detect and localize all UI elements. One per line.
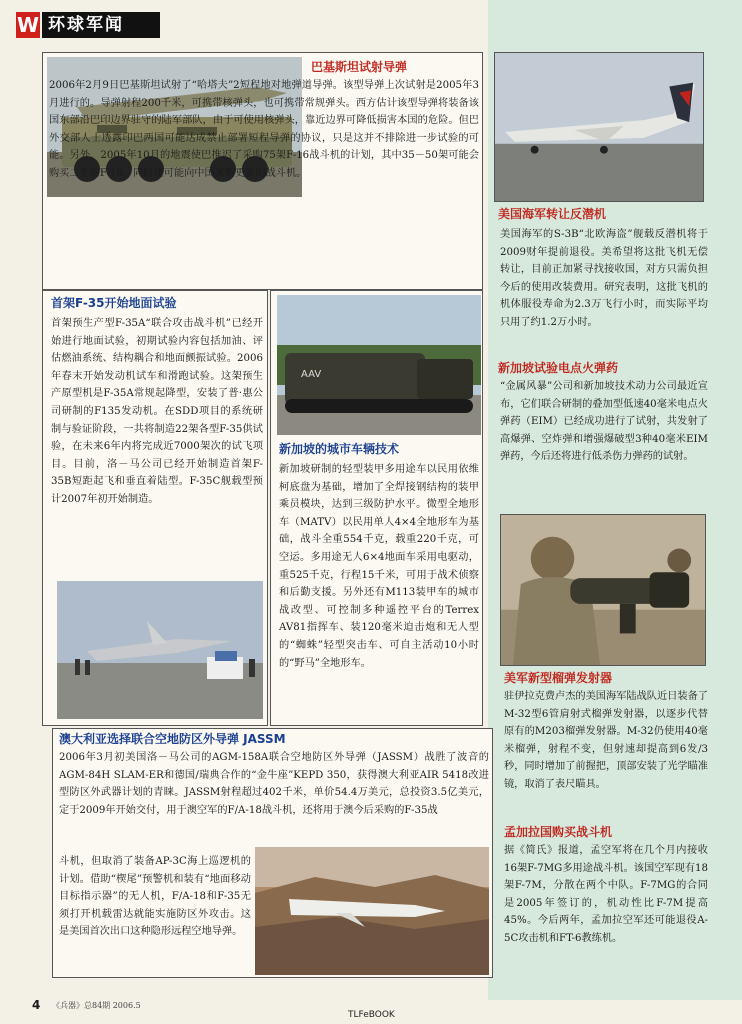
article-pakistan-missile	[42, 52, 483, 290]
article-body: 美国海军的S-3B“北欧海盗”舰载反潜机将于2009财年提前退役。美希望将这批飞机无偿转让，目前正加紧寻找接收国，对方只需负担今后的使用改装费用。研究表明，这批飞机的机体服役寿命为2.3万飞行小时，而实际平均只用了约1.2万小时。	[500, 229, 708, 328]
article-title: 澳大利亚选择联合空地防区外导弹 JASSM	[59, 732, 286, 746]
jassm-missile-photo	[255, 847, 489, 975]
grenade-launcher-photo	[500, 514, 706, 666]
article-body: 驻伊拉克费卢杰的美国海军陆战队近日装备了M-32型6管肩射式榴弹发射器，以逐步代替原有的M203榴弹发射器。M-32仍使用40毫米榴弹，射程不变，但射速却提高到6发/3秒，同时增加了前握把，顶部安装了光学瞄准镜，取消了表尺瞄具。	[504, 691, 708, 790]
article-body: 2006年2月9日巴基斯坦试射了“哈塔夫”2短程地对地弹道导弹。该型导弹上次试射是2005年3月进行的。导弹射程200千米，可携带核弹头，也可携带常规弹头。西方估计该型导弹将装备该国东部沿巴印边界驻守的陆军部队，由于可使用核弹头，靠近边界可降低损害本国的危险。但巴外交部人士透露印巴两国可能达成禁止部署短程导弹的协议，只是这并不排除进一步试验的可能。另外，2005年10月的地震使巴推迟了采购75架F-16战斗机的计划，其中35－50架可能会购买二手的F-16，同时还可能向中国采购更多的战斗机。	[49, 80, 479, 179]
armored-vehicle-photo	[277, 295, 481, 435]
section-title: 环球军闻	[42, 12, 160, 38]
issue-info: 《兵器》总84期 2006.5	[52, 1001, 141, 1010]
article-australia-jassm	[52, 728, 493, 978]
vehicle-plate: AAV	[301, 369, 322, 380]
article-title: 新加坡试验电点火弹药	[498, 361, 619, 375]
f35-aircraft-photo	[57, 581, 263, 719]
page-number: 4	[32, 998, 41, 1012]
article-body: 首架预生产型F-35A“联合攻击战斗机”已经开始进行地面试验，初期试验内容包括加油、评估燃油系统、结构耦合和地面颤振试验。2006年春末开始发动机试车和滑跑试验。这架预生产原型机是F-35A常规起降型，安装了普·惠公司研制的F135发动机。在SDD项目的系统研制与验证阶段，一共将制造22架各型F-35供试验，在未来6年内将完成近7000架次的试飞项目。目前，洛－马公司已经开始制造首架F-35B短距起飞和垂直着陆型。F-35C舰载型预计2007年初开始制造。	[51, 318, 263, 505]
article-title: 孟加拉国购买战斗机	[504, 825, 613, 839]
article-title: 新加坡的城市车辆技术	[279, 442, 400, 456]
article-title: 巴基斯坦试射导弹	[311, 60, 408, 74]
article-singapore-vehicles	[270, 290, 483, 726]
article-body-continued: 斗机，但取消了装备AP-3C海上巡逻机的计划。借助“楔尾”预警机和装有“地面移动目标指示器”的无人机，F/A-18和F-35无须打开机载雷达就能实施防区外攻击。这是美国首次出口这种隐形远程空地导弹。	[59, 856, 251, 938]
article-title: 美国海军转让反潜机	[498, 207, 607, 221]
article-body: 据《简氏》报道，孟空军将在几个月内接收16架F-7MG多用途战斗机。该国空军现有18架F-7M，分散在两个中队。F-7MG的合同是2005年签订的，机动性比F-7M提高45%。今后两年，孟加拉空军还可能退役A-5C攻击机和FT-6教练机。	[504, 845, 708, 944]
article-body: 2006年3月初美国洛－马公司的AGM-158A联合空地防区外导弹（JASSM）战胜了波音的AGM-84H SLAM-ER和德国/瑞典合作的“金牛座”KEPD 350，获得澳大利亚AIR 5418改进型防区外武器计划的青睐。JASSM射程超过402千米，单价54.4万美元，总投资3.5亿美元，定于2009年开始交付，用于澳空军的F/A-18战斗机，还将用于澳今后采购的F-35战	[59, 752, 489, 816]
scan-credit: TLFeBOOK	[348, 1010, 395, 1020]
article-f35-ground-test	[42, 290, 268, 726]
magazine-logo: W	[16, 13, 40, 37]
article-body: “金属风暴”公司和新加坡技术动力公司最近宣布，它们联合研制的叠加型低速40毫米电点火弹药（EIM）已经成功进行了试射，共发射了高爆弹、空炸弹和增强爆破型3种40毫米EIM弹药，今后还将进行低杀伤力弹药的试射。	[500, 381, 708, 463]
s3b-aircraft-photo	[494, 52, 704, 202]
article-title: 首架F-35开始地面试验	[51, 296, 177, 310]
article-title: 美军新型榴弹发射器	[504, 671, 613, 685]
article-body: 新加坡研制的轻型装甲多用途车以民用依维柯底盘为基础，增加了全焊接钢结构的装甲乘员模块，达到三级防护水平。微型全地形车（MATV）以民用单人4×4全地形车为基础，战斗全重554千克，载重220千克，可空运。多用途无人6×4地面车采用电驱动，重525千克，行程15千米，可用于战术侦察和后勤支援。另外还有M113装甲车的城市战改型、可控制多种遥控平台的Terrex AV81指挥车、装120毫米迫击炮和无人型的“蜘蛛”轻型突击车、可自主活动10小时的“野马”全地形车。	[279, 464, 479, 669]
